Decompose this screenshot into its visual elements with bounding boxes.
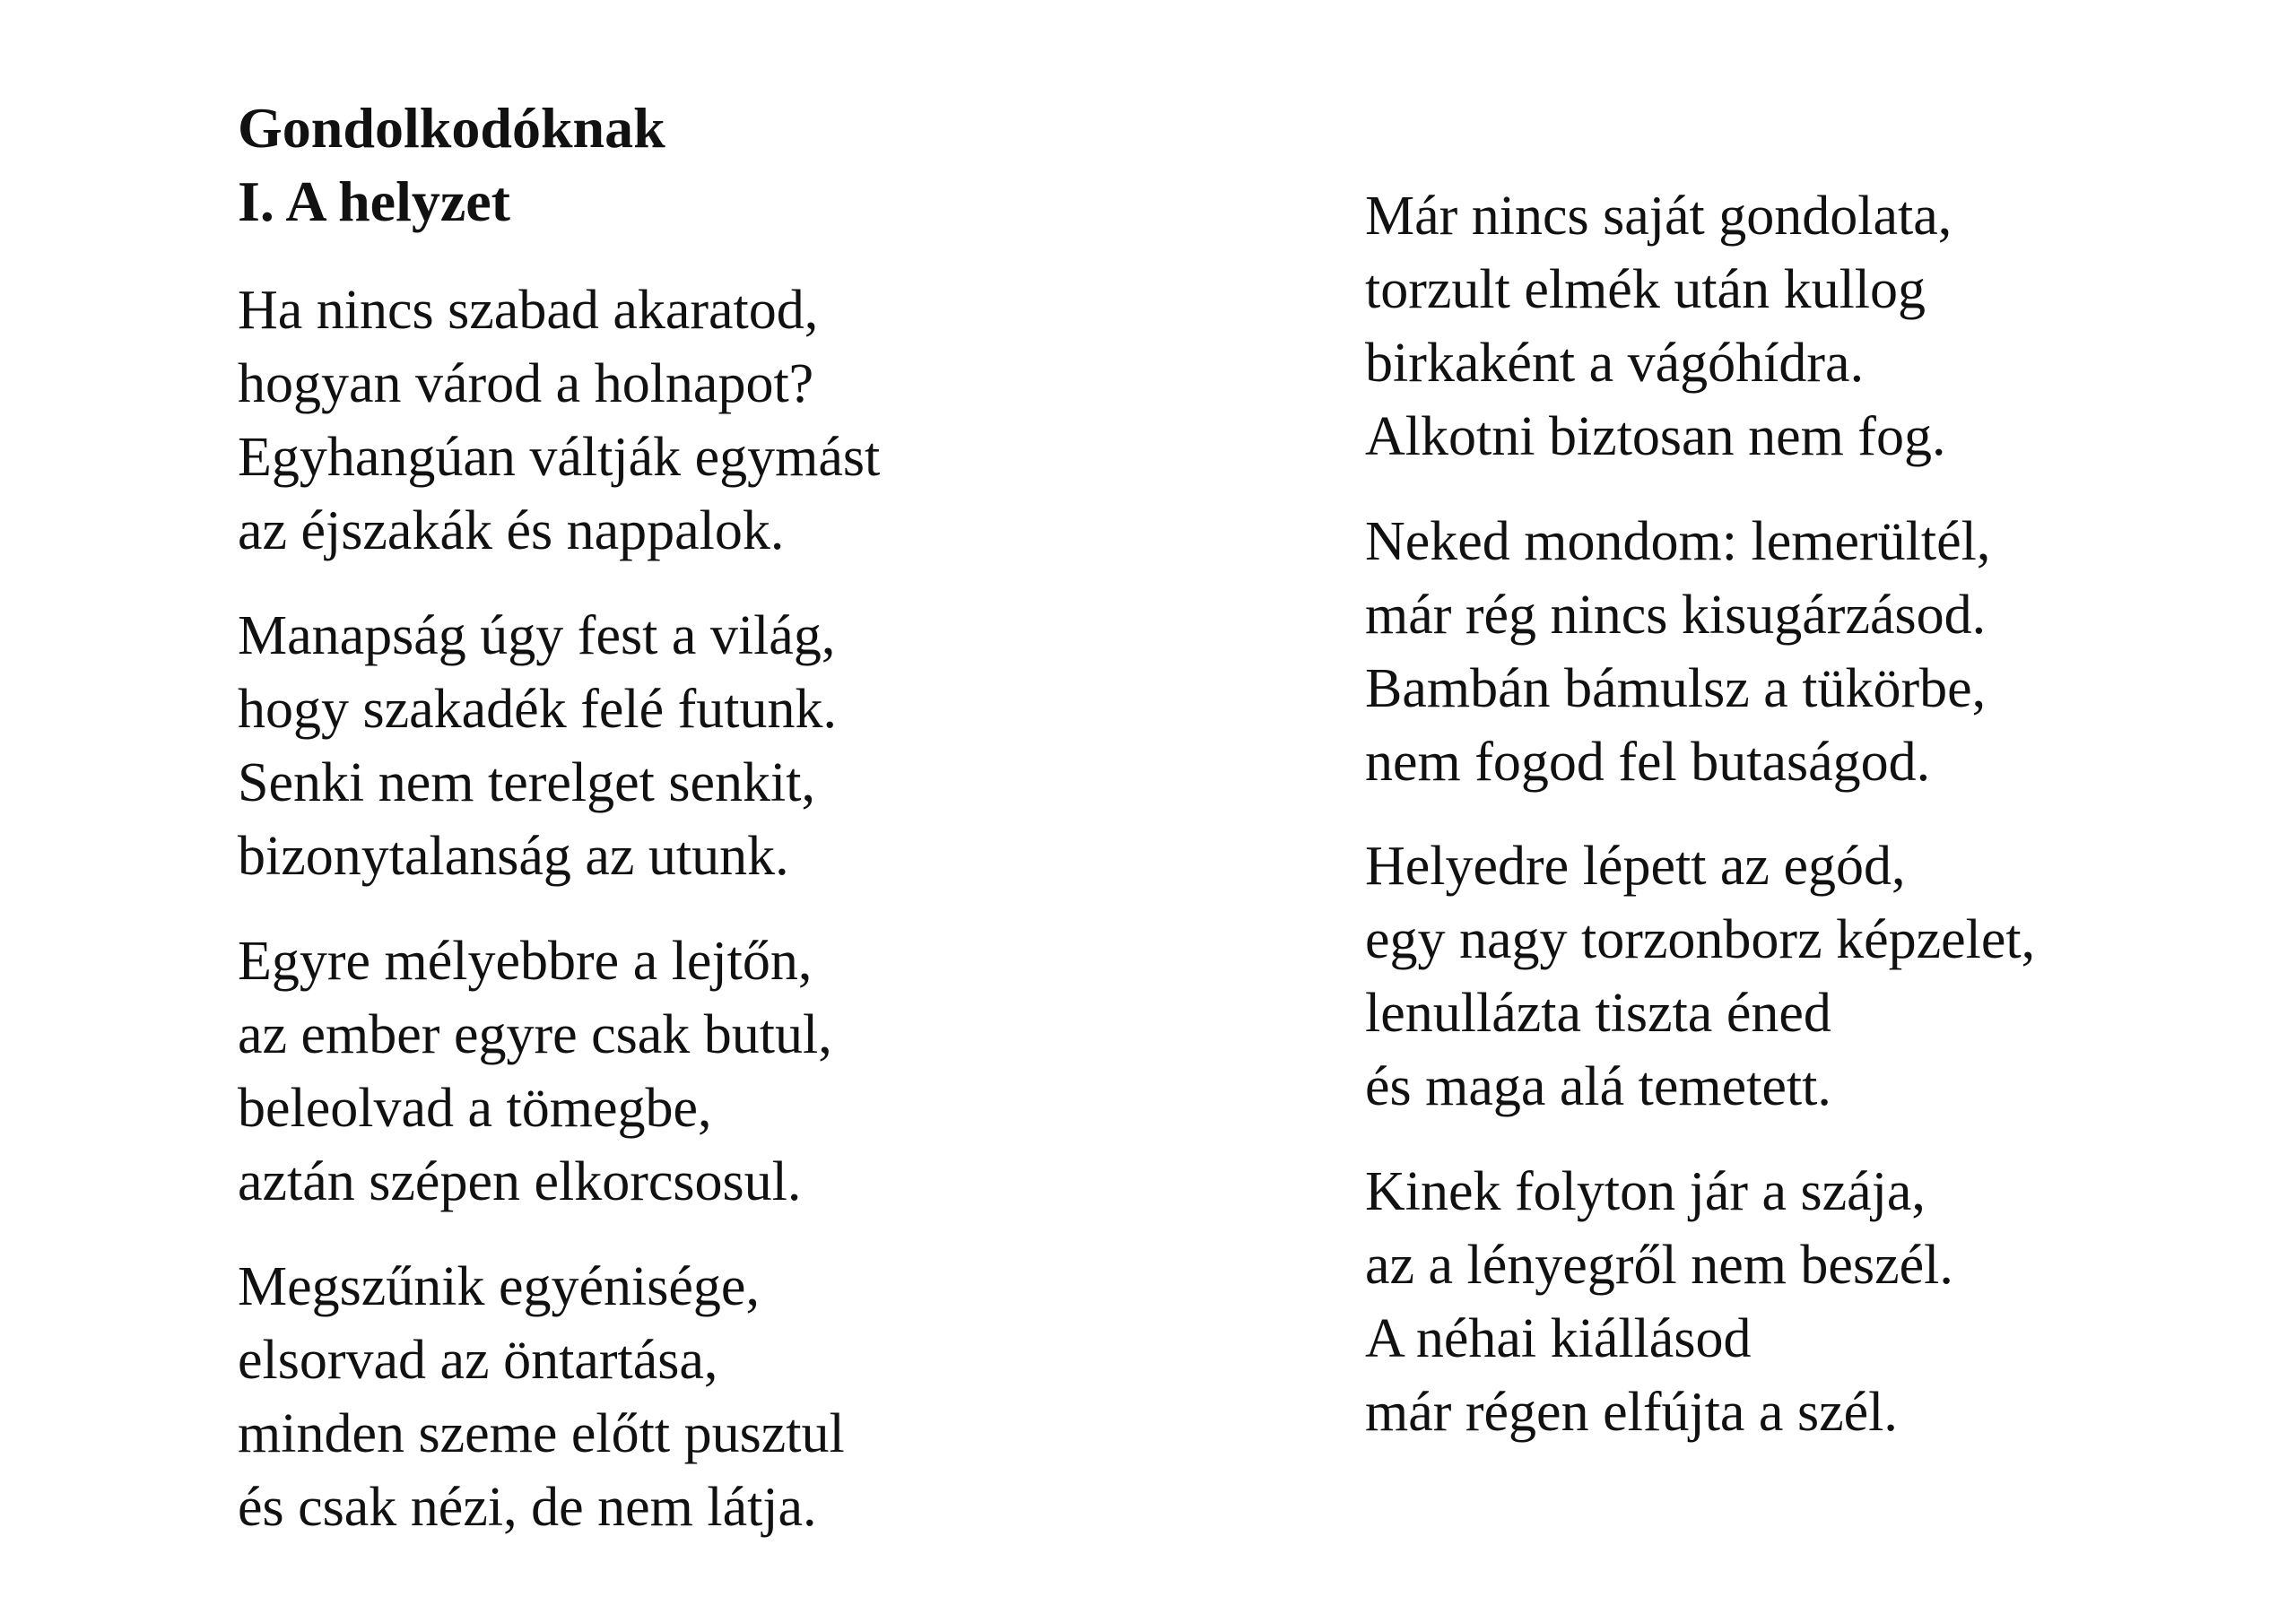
poem-line: beleolvad a tömegbe,: [238, 1078, 712, 1139]
poem-line: és maga alá temetett.: [1365, 1056, 1831, 1117]
stanza-2: [238, 599, 837, 893]
stanza-5: [1365, 179, 1952, 473]
poem-line: Egyre mélyebbre a lejtőn,: [238, 931, 813, 992]
poem-line: Alkotni biztosan nem fog.: [1365, 406, 1946, 467]
poem-line: az éjszakák és nappalok.: [238, 500, 785, 561]
poem-line: A néhai kiállásod: [1365, 1308, 1752, 1369]
poem-title: Gondolkodóknak: [238, 96, 665, 160]
poem-line: birkaként a vágóhídra.: [1365, 333, 1865, 394]
poem-line: bizonytalanság az utunk.: [238, 826, 789, 887]
poem-line: aztán szépen elkorcsosul.: [238, 1151, 802, 1212]
poem-line: hogy szakadék felé futunk.: [238, 679, 837, 740]
section-heading: I. A helyzet: [238, 169, 510, 233]
stanza-3: [238, 924, 832, 1219]
poem-line: Ha nincs szabad akaratod,: [238, 280, 819, 341]
stanza-7: [1365, 829, 2035, 1124]
poem-line: az a lényegről nem beszél.: [1365, 1235, 1953, 1296]
poem-line: Megszűnik egyénisége,: [238, 1256, 760, 1317]
title-block: [238, 91, 665, 239]
poem-line: és csak nézi, de nem látja.: [238, 1477, 817, 1538]
poem-line: Egyhangúan váltják egymást: [238, 427, 881, 488]
poem-line: már régen elfújta a szél.: [1365, 1382, 1898, 1443]
poem-line: már rég nincs kisugárzásod.: [1365, 585, 1987, 646]
poem-line: Helyedre lépett az egód,: [1365, 836, 1906, 897]
stanza-8: [1365, 1155, 1953, 1449]
poem-line: Kinek folyton jár a szája,: [1365, 1161, 1926, 1222]
stanza-6: [1365, 505, 1990, 799]
stanza-4: [238, 1250, 845, 1544]
poem-line: lenullázta tiszta éned: [1365, 983, 1831, 1044]
stanza-1: [238, 273, 880, 568]
poem-line: torzult elmék után kullog: [1365, 259, 1926, 320]
poem-line: Már nincs saját gondolata,: [1365, 186, 1952, 247]
poem-line: Bambán bámulsz a tükörbe,: [1365, 658, 1987, 719]
poem-line: Manapság úgy fest a világ,: [238, 605, 836, 666]
poem-line: Neked mondom: lemerültél,: [1365, 511, 1991, 572]
poem-line: minden szeme előtt pusztul: [238, 1403, 845, 1464]
poem-line: egy nagy torzonborz képzelet,: [1365, 909, 2036, 970]
poem-line: hogyan várod a holnapot?: [238, 353, 814, 414]
poem-line: elsorvad az öntartása,: [238, 1330, 718, 1391]
poem-line: Senki nem terelget senkit,: [238, 752, 815, 813]
poem-line: az ember egyre csak butul,: [238, 1004, 832, 1065]
poem-line: nem fogod fel butaságod.: [1365, 732, 1931, 793]
